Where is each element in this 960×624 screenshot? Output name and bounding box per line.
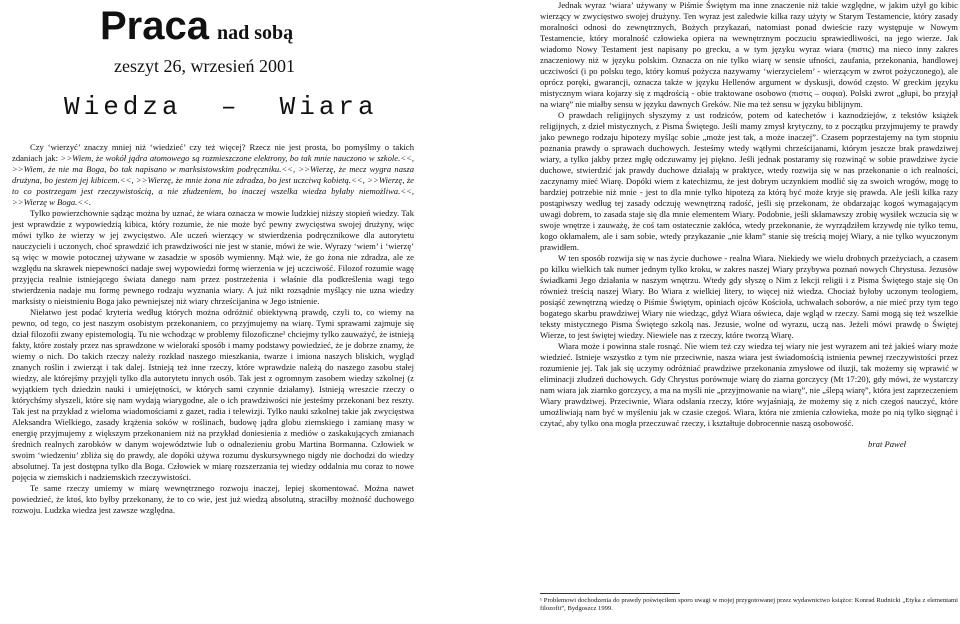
right-paragraph-2: O prawdach religijnych słyszymy z ust rodziców, potem od katechetów i kaznodziejów, z tekstów książek religijnych, z dzieł mistycznych, z Pisma Świętego. Jeśli mamy zmysł krytyczny, to z początku przyjmujemy te prawdy jako pewnego rodzaju hipotezy myśląc sobie „może jest tak, a może inaczej”. Czasem poprzestajemy na tym stopniu poznania prawdy o sprawach duchowych. Jesteśmy wtedy wątłymi chrześcijanami, którym jeszcze brak prawdziwej wiary, a tylko jakby przez mgłę odczuwamy jej piękno. Jeśli jednak postaramy się rozwinąć w sobie prawdziwe życie duchowe, stwierdzić jak prawdy duchowe działają w praktyce, wtedy rozwija się w nas przekonanie o ich realności, zaczynamy mieć Wiarę. Dopóki wiem z katechizmu, że jest dobrym uczynkiem modlić się za swoich wrogów, mogę to bardziej potrzebie niż mnie - jest to dla mnie tylko hipotezą za którą być może kryje się prawda. Ale jeśli kilka razy postąpiwszy według tej zasady odczuję wewnętrzną radość, jeśli się przekonam, że obdarzając kogoś wymagającym uwagi dobrem, to zasada staje się dla mnie elementem Wiary. Podobnie, jeśli skłamawszy zrobię wysiłek wczucia się w swoje wnętrze i zauważę, że coś tam ostatecznie zakłóca, wtedy przekonanie, że wyrządziłem krzywdę nie tylko temu, kogo okłamałem, ale i sam sobie, wtedy przykazanie „nie kłam” stanie się treścią mojej Wiary, a nie tylko wyuczonym prawidłem. — [540, 110, 958, 252]
left-paragraph-1-text: Czy ‘wierzyć’ znaczy mniej niż ‘wiedzieć’ czy też więcej? Rzecz nie jest prosta, bo pomyślmy o takich zdaniach jak: — [12, 142, 414, 163]
left-paragraph-2: Tylko powierzchownie sądząc można by uznać, że wiara oznacza w mowie ludzkiej niższy stopień wiedzy. Tak jest wprawdzie z wypowiedzią kibica, który rozumie, że nie może być pewny zwycięstwa swojej drużyny, więc mówi tylko że wierzy w jej zwycięstwo. Ale uczeń wierzący w stwierdzenia podręcznikowe dla autorytetu nauczycieli i uczonych, choć sprawdzić ich prawdziwości nie jest w stanie, mówi że wie. Wyrazy ‘wiem’ i ‘wierzę’ są więc w mowie potocznej używane w zasadzie w sposób wymienny. Mąż wie, że go żona nie zdradza, ale ze względu na skrawek niepewności nadaje swej wypowiedzi formę wierzenia w jej uczciwość. Filozof rozumie wagę przyjęcia realnie istniejącego świata danego nam przez postrzeżenia i właśnie dla podkreślenia wagi tego stwierdzenia nadaje mu formę pewnego rodzaju wyznania wiary. A już nikt rozsądnie myślący nie uzna wiedzy marksisty o nieistnieniu Boga jako pewniejszej niż wiary chrześcijanina w Jego istnienie. — [12, 208, 414, 306]
left-paragraph-1 — [12, 142, 414, 208]
right-paragraph-1: Jednak wyraz ‘wiara’ używany w Piśmie Świętym ma inne znaczenie niż takie względne, w jakim użył go kibic wierzący w zwycięstwo swojej drużyny. Ten wyraz jest zaledwie kilka razy użyty w Starym Testamencie, który zasady moralności odnosi do zewnętrznych, Bożych przykazań, natomiast ponad dwieście razy występuje w Nowym Testamencie, który moralność człowieka opiera na wewnętrznym poczuciu sprawiedliwości, na jego wierze. Jak wiadomo Nowy Testament jest napisany po grecku, a w tym języku wyraz wiara (πιστις) ma nieco inny zakres znaczeniowy niż w języku polskim. Oznacza on nie tylko wiarę w sensie ufności, zaufania, przekonania, handlowej uczciwości (i po polsku tego, który komuś pożycza nazywamy ‘wierzycielem’ - wierzącym w zwrot pożyczonego), ale oprócz poręki, gwarancji, oznacza także w języku Hellenów argument w dyskusji, dowód często. W greckim języku mistycznym wiara kojarzy się z mądrością - obie traktowane osobowo (πιστις – σοφια). Polski zwrot „głupi, bo przyjął na wiarę” nie miałby sensu w języku dawnych Greków. Nie ma też sensu w języku biblijnym. — [540, 0, 958, 109]
masthead — [12, 0, 414, 142]
left-paragraph-1-quotes: >>Wiem, że wokół jądra atomowego są rozmieszczone elektrony, bo tak mnie nauczono w szkole.<<, >>Wiem, że nie ma Boga, bo tak napisano w marksistowskim podręczniku.<<, >>Wierzę, że mecz wygra nasza drużyna, bo jestem jej kibicem.<<, >>Wierzę, że mnie żona nie zdradza, bo jest uczciwą kobietą.<<, >>Wierzę, że to co postrzegam jest rzeczywistością, a nie złudzeniem, bo inaczej wszelka wiedza byłaby niemożliwa.<<, >>Wierzę w Boga.<<. — [12, 153, 414, 207]
right-paragraph-4: Wiara może i powinna stale rosnąć. Nie wiem też czy wiedza tej wiary nie jest wyrazem ani też jakieś wiary może wiedzieć. Istnieje wszystko z tym nie przeciwnie, nasza wiara jest świadomością istnienia pewnej rzeczywistości przez rozumienie jej. Tak jak się uczymy odróżniać prawdziwe przekonania zmysłowe od iluzji, tak możemy się wprawić w eliminacji złudzeń duchowych. Gdy Chrystus porównuje wiarę do ziarna gorczycy (Mt 17:20), gdy mówi, że wystarczy nam wiara jak ziarnko gorczycy, a ma na myśli nie „przyjmowanie na wiarę”, nie „ślepą wiarę”, która jest zaprzeczeniem Wiary prawdziwej. Przeciwnie, Wiara odsłania rzeczy, które wyjaśniają, że możemy się z nich czegoś nauczyć, które umożliwiają nam być w myśleniu jak w czasie czegoś. Wiara, która nie zmienia człowieka, może po nią tylko sięgnąć i czytać, aby tylko ona mogła przeczuwać rzeczy, i kształtuje dobrocennie naszą osobowość. — [540, 341, 958, 428]
right-paragraph-3: W ten sposób rozwija się w nas życie duchowe - realna Wiara. Niekiedy we wielu drobnych przeżyciach, a czasem po kilku wielkich tak numer jednym tylko kroku, w zakres naszej Wiary przybywa poznań nowych Chrystusa. Jezusów świadkami Jego działania w naszym wnętrzu. Wtedy gdy słyszę o Nim z lekcji religii i z Pisma Świętego staje się On również treścią naszej Wiary. Bo Wiara z wielkiej litery, to więcej niż wiedza. Chociaż byłoby uczonym teologiem, posiąść zewnętrzną wiedzę o Piśmie Świętym, opiniach ojców Kościoła, uchwałach soborów, a nie mieć przy tym tego bogatego skarbu prawdziwej Wiary nie wiedząc, gdyż Wiara oświeca, daje wgląd w rzeczy. Sami mogą się też wszelkie teksty mistycznego Pisma Świętego szkolą nas. Jezusie, wolne od wyrazu, uczą nas. Jeżeli mówi prawdę o Świętej Wierze, to jest świętej wiedzy. Niewiele nas z rzeczy, które tworzą Wiarę. — [540, 253, 958, 340]
masthead-title — [100, 4, 293, 49]
title-main: Praca — [100, 4, 209, 48]
left-column — [12, 0, 414, 516]
right-column — [540, 0, 958, 449]
issue-line: zeszyt 26, wrzesień 2001 — [114, 56, 295, 76]
author-signature: brat Paweł — [868, 439, 906, 449]
left-paragraph-3: Niełatwo jest podać kryteria według których można odróżnić obiektywną prawdę, czyli to, co wiemy na pewno, od tego, co jest naszym osobistym przekonaniem, co przyjmujemy na wiarę. Tymi sprawami zajmuje się dział filozofii zwany epistemologią. Tu nie wchodząc w problemy filozoficzne¹ chciejmy tylko zauważyć, że istnieją fakty, które zostały przez nas sprawdzone w wielorakí sposób i mamy podstawy powiedzieć, że je dobrze znamy, że wiemy o nich. Do takich rzeczy należy rozkład naszego mieszkania, twarze i imiona naszych bliskich, wygląd znanych roślin i zwierząt i tak dalej. Istnieją też inne rzeczy, które wprawdzie należą do naszego zasobu stałej wiedzy, ale którejśmy przyjęli tylko dla autorytetu innych osób. Tak jest z ogromnym zasobem wiedzy szkolnej (z wyjątkiem tych dziedzin nauki i umiejętności, w których sami czynnie działamy). Istnieją wreszcie rzeczy o którychśmy słyszeli, które się nam wydają wiarygodne, ale o ich prawdziwości nie jesteśmy przekonani bez reszty. Tak jest na przykład z wieloma wiadomościami z gazet, radia i telewizji. Tylko nauki szkolnej takie jak zwycięstwa Aleksandra Wielkiego, zasady krążenia soków w roślinach, budowę jądra globu ziemskiego i zamianę masy w energię przyjmujemy z większym przekonaniem niż na przykład doniesienia z mediów o zaskakujących zmianach średnich realnych zarobków w danym województwie lub o odnalezieniu grobu Martina Bormanna. Człowiek w swoim ‘wiedzeniu’ zbliża się do prawdy, ale dopóki używa rozumu dyskursywnego nigdy nie dochodzi do wiedzy absolutnej. Ta jest dostępna tylko dla Boga. Człowiek w miarę rozszerzania tej wiedzy oddalnia mu coraz to nowe pojęcia w ziemskich i nadziemskich rzeczywistości. — [12, 307, 414, 482]
title-small: nad sobą — [216, 22, 294, 44]
theme-heading: Wiedza – Wiara — [64, 92, 378, 122]
footnote-divider — [540, 593, 680, 594]
footnote: ¹ Problemowi dochodzenia do prawdy poświęciłem sporo uwagi w mojej przygotowanej przez wydawnictwo książce: Konrad Rudnicki „Etyka z elementami filozofii”, Bydgoszcz 1999. — [540, 597, 958, 612]
left-paragraph-4: Te same rzeczy umiemy w miarę wewnętrznego rozwoju inaczej, lepiej skomentować. Można nawet powiedzieć, że ktoś, kto byłby przekonany, że to co wie, jest już wiedzą absolutną, straciłby możność duchowego rozwoju. Ludzka wiedza jest zawsze względna. — [12, 483, 414, 515]
